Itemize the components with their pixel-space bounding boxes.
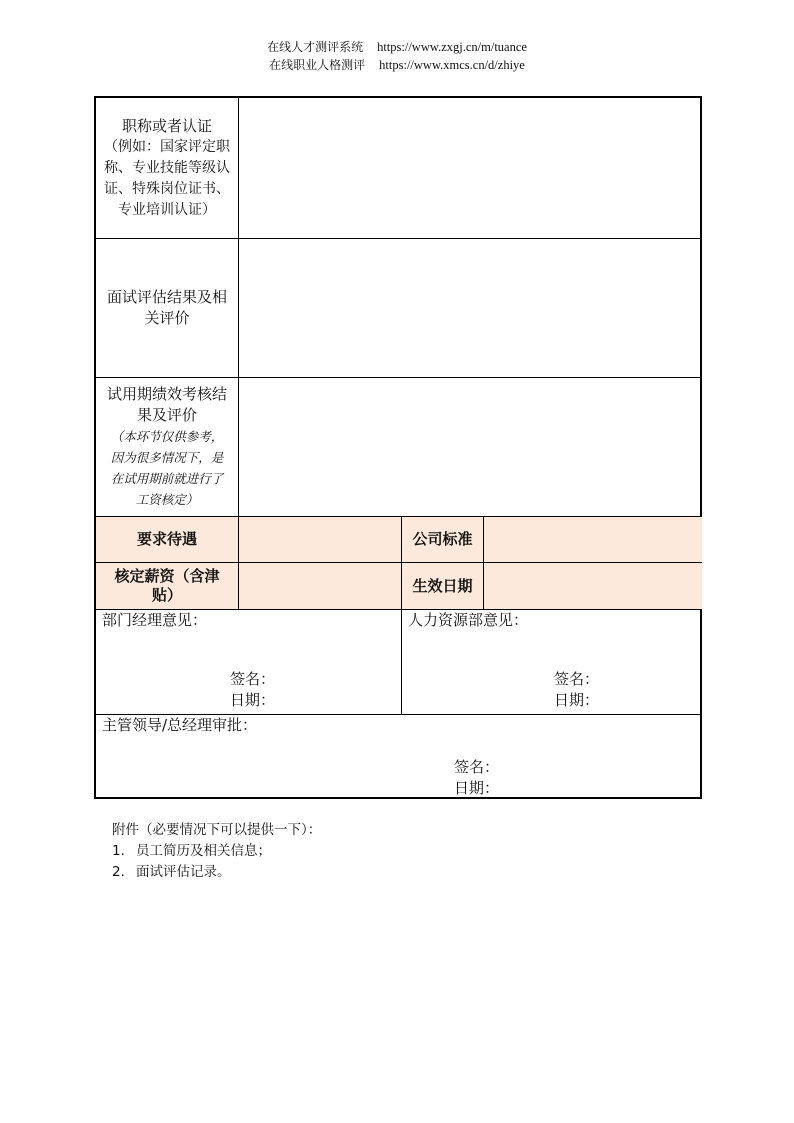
label-line: 面试评估结果及相 — [106, 288, 227, 306]
note-line: 因为很多情况下，是 — [110, 450, 224, 465]
supervisor-approval-box[interactable] — [96, 715, 702, 799]
required-salary-label — [96, 517, 239, 563]
label-line: （例如：国家评定职 — [104, 138, 230, 155]
label-text: 生效日期 — [412, 576, 473, 595]
supervisor-date-label: 日期： — [454, 779, 500, 797]
label-line: 核定薪资（含津 — [114, 567, 220, 585]
attachments-title: 附件（必要情况下可以提供一下）： — [112, 822, 322, 838]
probation-evaluation-field[interactable] — [239, 378, 702, 517]
supervisor-approval-label: 主管领导/总经理审批： — [102, 716, 258, 734]
company-standard-label — [402, 517, 484, 563]
hr-date-label: 日期： — [554, 691, 600, 709]
probation-evaluation-label — [96, 378, 239, 517]
label-line: 试用期绩效考核结 — [106, 385, 227, 403]
company-standard-field[interactable] — [484, 517, 702, 563]
header-label-2: 在线职业人格测评 — [269, 58, 366, 72]
hr-opinion-label: 人力资源部意见： — [408, 611, 529, 629]
approved-salary-field[interactable] — [239, 563, 402, 610]
header-label-1: 在线人才测评系统 — [267, 40, 364, 54]
note-line: （本环节仅供参考， — [110, 429, 224, 444]
page-header — [0, 38, 794, 74]
label-text: 公司标准 — [412, 530, 473, 548]
label-line: 证、特殊岗位证书、 — [104, 180, 230, 197]
header-url-2[interactable]: https://www.xmcs.cn/d/zhiye — [379, 58, 525, 72]
list-item-number: 1. — [112, 843, 125, 859]
dept-manager-opinion-box[interactable] — [96, 610, 402, 715]
list-item-number: 2. — [112, 864, 125, 880]
dept-manager-date-label: 日期： — [230, 691, 276, 709]
list-item-text: 员工简历及相关信息； — [136, 843, 271, 859]
label-line: 关评价 — [144, 309, 190, 327]
label-line: 称、专业技能等级认 — [104, 159, 230, 176]
hiring-form-table — [94, 96, 702, 799]
note-line: 在试用期前就进行了 — [110, 471, 224, 486]
supervisor-signature-label: 签名： — [454, 758, 500, 776]
label-line: 贴） — [151, 586, 182, 604]
required-salary-field[interactable] — [239, 517, 402, 563]
title-certification-field[interactable] — [239, 98, 702, 239]
interview-evaluation-field[interactable] — [239, 239, 702, 378]
dept-manager-signature-label: 签名： — [230, 670, 276, 688]
effective-date-label — [402, 563, 484, 610]
attachments-section — [112, 820, 321, 883]
hr-opinion-box[interactable] — [402, 610, 702, 715]
header-url-1[interactable]: https://www.zxgj.cn/m/tuance — [377, 40, 527, 54]
label-line: 果及评价 — [136, 406, 197, 424]
interview-evaluation-label — [96, 239, 239, 378]
label-line: 职称或者认证 — [121, 116, 212, 135]
list-item — [112, 862, 321, 883]
label-line: 专业培训认证） — [118, 201, 216, 218]
list-item — [112, 841, 321, 862]
title-certification-label — [96, 98, 239, 239]
label-text: 要求待遇 — [136, 530, 197, 548]
header-line-2 — [0, 56, 794, 74]
list-item-text: 面试评估记录。 — [136, 864, 231, 880]
effective-date-field[interactable] — [484, 563, 702, 610]
note-line: 工资核定） — [135, 492, 199, 507]
approved-salary-label — [96, 563, 239, 610]
hr-signature-label: 签名： — [554, 670, 600, 688]
header-line-1 — [0, 38, 794, 56]
dept-manager-opinion-label: 部门经理意见： — [102, 611, 208, 629]
